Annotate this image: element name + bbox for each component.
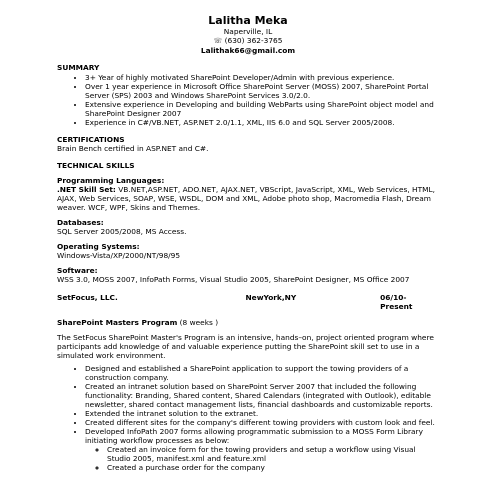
summary-item: • Over 1 year experience in Microsoft Office SharePoint Server (MOSS) 2007, SharePoint Portal Server (SPS) 2003 and Windows SharePoint Services 3.0/2.0. [85,82,439,100]
software-text: WSS 3.0, MOSS 2007, InfoPath Forms, Visual Studio 2005, SharePoint Designer, MS Office 2007 [57,275,410,284]
programming-heading: Programming Languages: [57,176,165,185]
summary-item: • Experience in C#/VB.NET, ASP.NET 2.0/1.1, XML, IIS 6.0 and SQL Server 2005/2008. [85,118,439,127]
candidate-phone-line [57,36,439,46]
experience-list [57,364,439,472]
summary-item: • 3+ Year of highly motivated SharePoint Developer/Admin with previous experience. [85,73,439,82]
experience-subitem: ◦ Created a purchase order for the company [107,463,439,472]
net-skill-label: .NET Skill Set: [57,185,116,194]
software-heading: Software: [57,266,98,275]
databases-heading: Databases: [57,218,104,227]
candidate-name: Lalitha Meka [208,14,288,27]
certifications-heading: CERTIFICATIONS [57,135,125,144]
summary-list [57,73,439,127]
experience-sublist [85,445,439,472]
summary-item: • Extensive experience in Developing and building WebParts using SharePoint object model and SharePoint Designer 2007 [85,100,439,118]
candidate-phone: (630) 362-3765 [222,36,283,45]
resume-header [57,14,439,55]
experience-item-text: Developed InfoPath 2007 forms allowing programmatic submission to a MOSS Form Library initiating workflow processes as below: [85,427,423,445]
program-line [57,318,439,327]
databases-text: SQL Server 2005/2008, MS Access. [57,227,187,236]
certifications-text: Brain Bench certified in ASP.NET and C#. [57,144,209,153]
experience-item: • Extended the intranet solution to the extranet. [85,409,439,418]
os-heading: Operating Systems: [57,242,140,251]
employer-location: NewYork,NY [245,293,297,302]
program-description: The SetFocus SharePoint Master's Program is an intensive, hands–on, project oriented program where participants add knowledge of and valuable experience putting the SharePoint skill set to use in a simulated work environment. [57,333,434,360]
candidate-email: Lalithak66@gmail.com [200,46,296,55]
candidate-location: Naperville, IL [223,27,273,36]
employment-dates: 06/10- Present [380,293,413,311]
employment-line [57,293,439,311]
experience-item: • Created different sites for the company's different towing providers with custom look and feel. [85,418,439,427]
employer-name: SetFocus, LLC. [57,293,118,302]
program-duration: (8 weeks ) [177,318,219,327]
experience-subitem: ◦ Created an invoice form for the towing providers and setup a workflow using Visual Studio 2005, manifest.xml and feature.xml [107,445,439,463]
technical-skills-heading: TECHNICAL SKILLS [57,161,135,170]
net-skill-value: VB.NET,ASP.NET, ADO.NET, AJAX.NET, VBScript, JavaScript, XML, Web Services, HTML, AJAX, Web Services, SOAP, WSE, WSDL, DOM and XML, Adobe photo shop, Macromedia Flash, Dream weaver. WCF, WPF, Skins and Themes. [57,185,435,212]
experience-item: • Created an intranet solution based on SharePoint Server 2007 that included the following functionality: Branding, Shared content, Shared Calendars (integrated with Outlook), editable newsletter, shared contact management lists, financial dashboards and customizable reports. [85,382,439,409]
programming-text [57,185,439,212]
program-name: SharePoint Masters Program [57,318,178,327]
summary-heading: SUMMARY [57,63,100,72]
os-text: Windows-Vista/XP/2000/NT/98/95 [57,251,181,260]
phone-icon: ☏ [213,37,223,45]
experience-item: • Designed and established a SharePoint application to support the towing providers of a construction company. [85,364,439,382]
experience-item [85,427,439,472]
